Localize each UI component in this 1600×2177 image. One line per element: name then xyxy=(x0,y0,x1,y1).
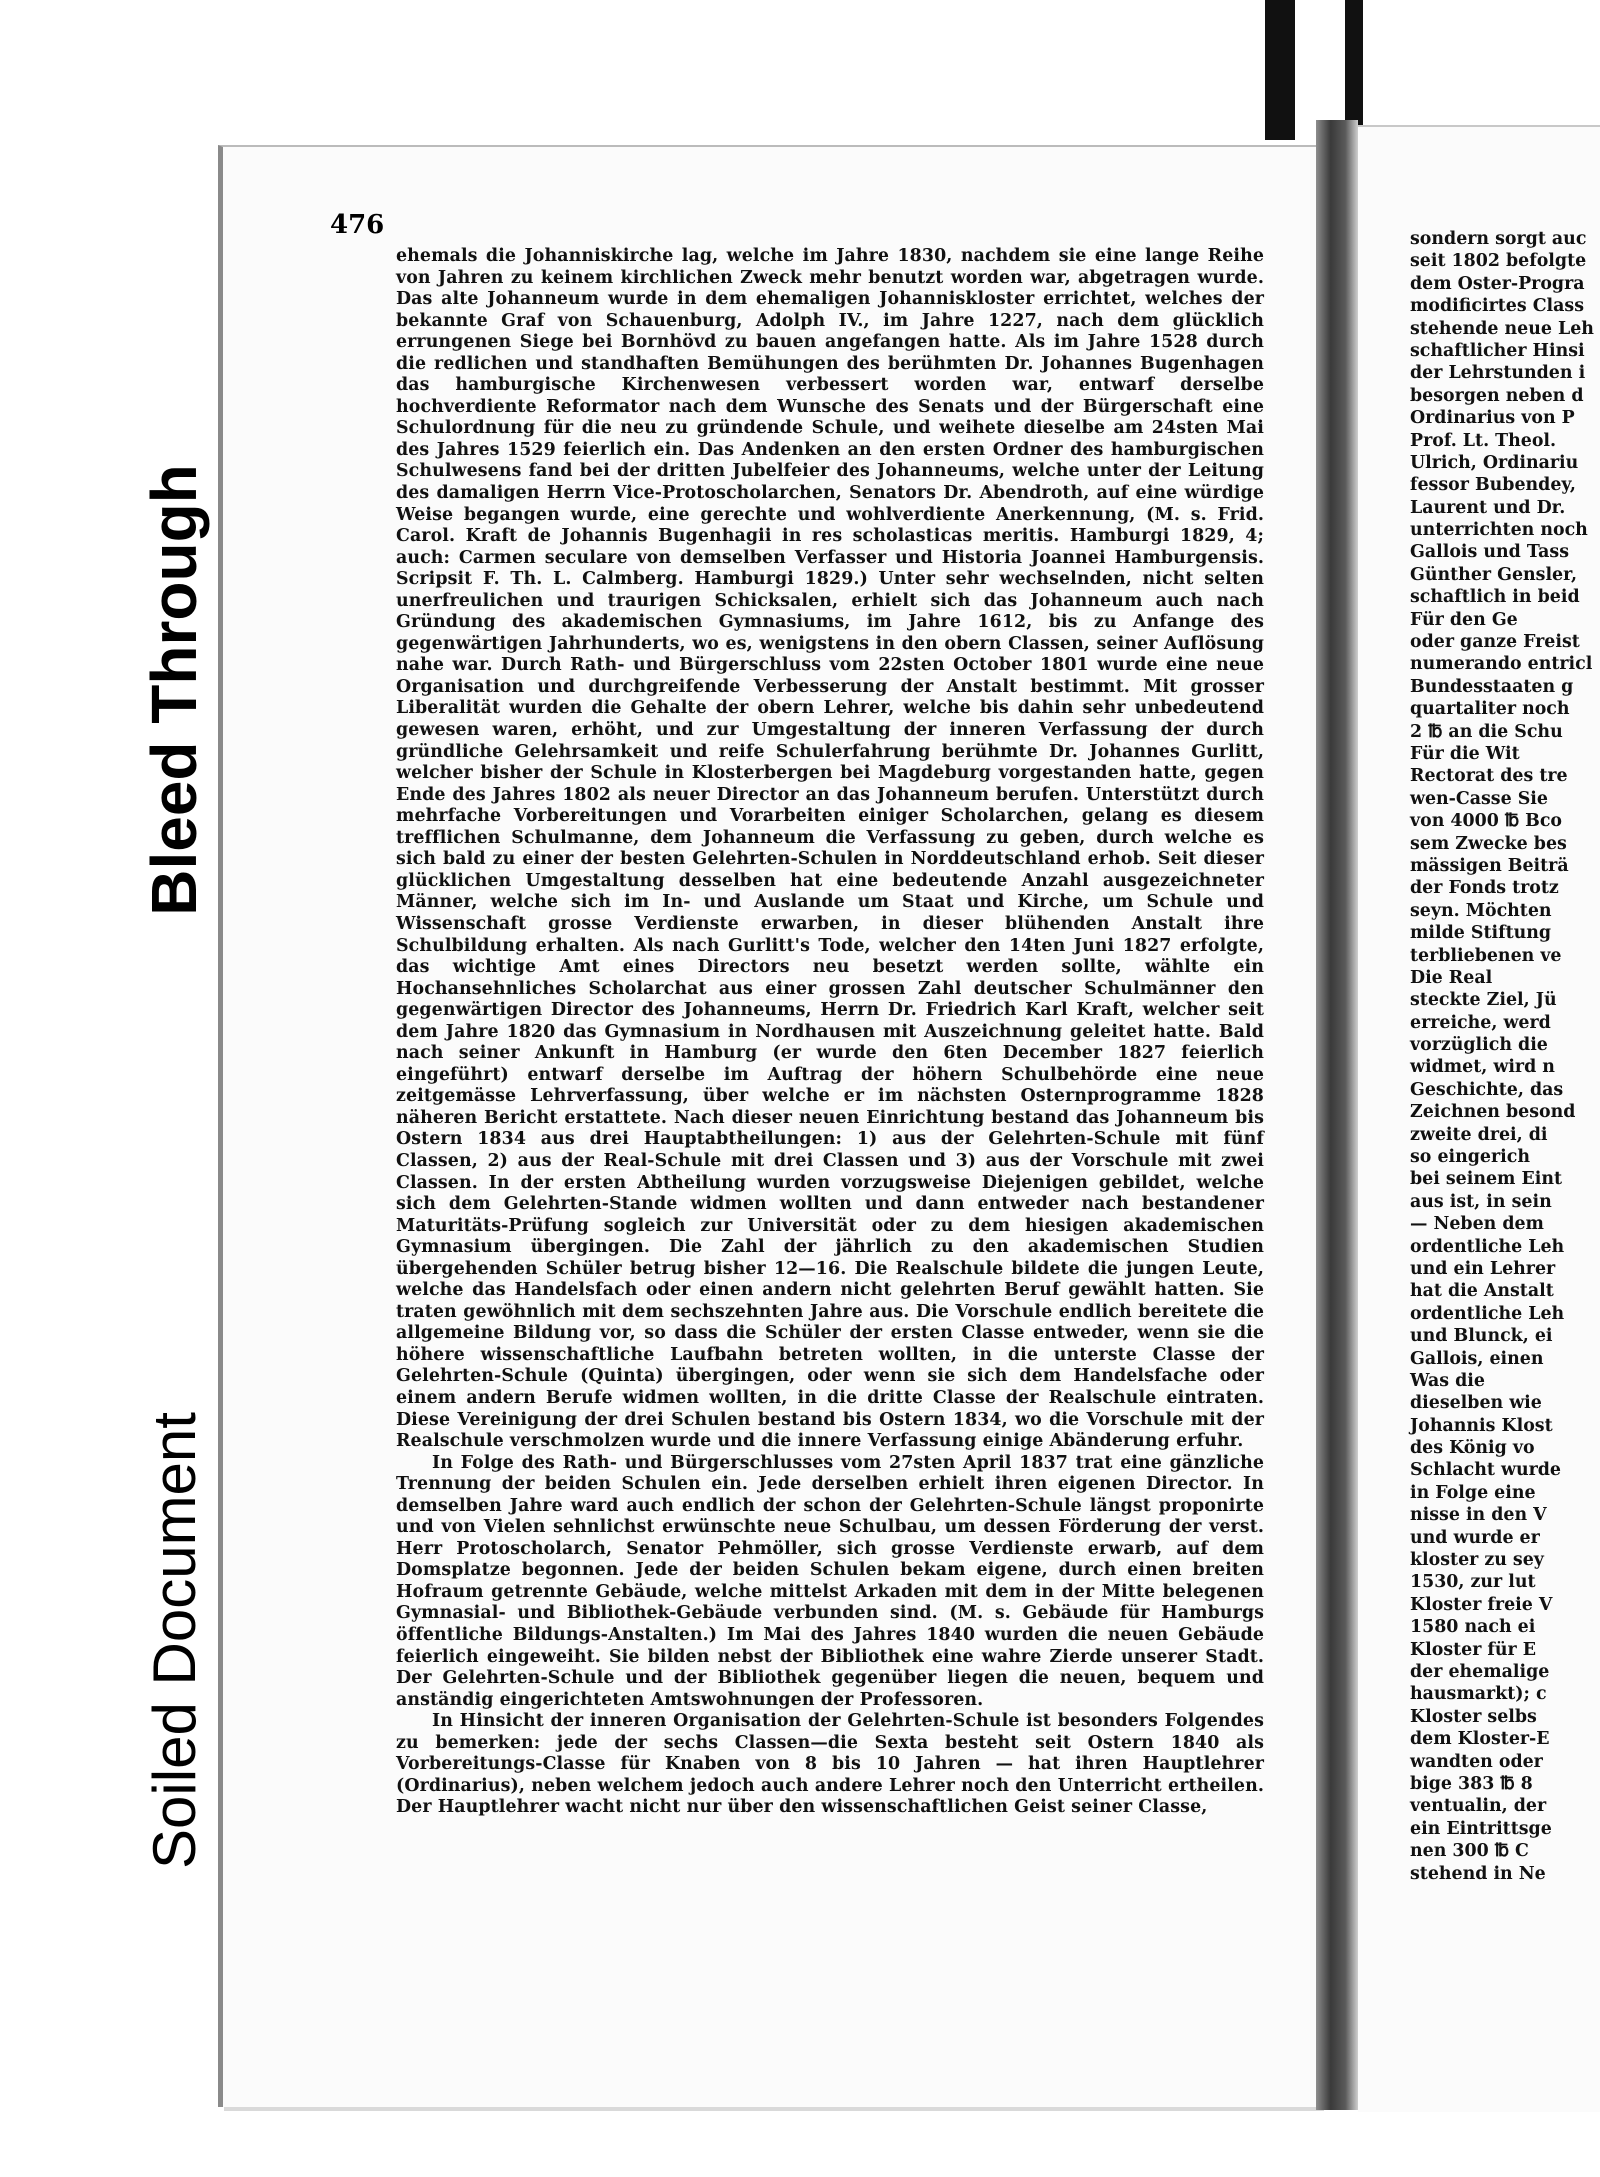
facing-page-line: seit 1802 befolgte xyxy=(1410,251,1587,272)
facing-page-line: in Folge eine xyxy=(1410,1482,1536,1503)
page-number: 476 xyxy=(330,210,385,240)
paragraph: In Hinsicht der inneren Organisation der Gelehrten-Schule ist besonders Folgendes zu bemerken: jede der sechs Classen—die Sexta besteht seit Ostern 1840 als Vorbereitungs-Classe für Knaben von 8 bis 10 Jahren — hat ihren Hauptlehrer (Ordinarius), neben welchem jedoch auch andere Lehrer noch den Unterricht ertheilen. Der Hauptlehrer wacht nicht nur über den wissenschaftlichen Geist seiner Classe, xyxy=(396,1711,1264,1818)
facing-page-line: und Blunck, ei xyxy=(1410,1326,1553,1347)
facing-page-line: quartaliter noch xyxy=(1410,699,1570,720)
facing-page-line: der ehemalige xyxy=(1410,1662,1550,1682)
facing-page-line: Die Real xyxy=(1410,967,1493,988)
scan-edge-mark xyxy=(1345,0,1363,125)
facing-page-line: ordentliche Leh xyxy=(1410,1236,1565,1257)
soiled-document-label xyxy=(118,1340,230,1940)
scan-edge-mark xyxy=(1265,0,1295,140)
facing-page-line: dieselben wie xyxy=(1410,1393,1542,1414)
facing-page-line: Was die xyxy=(1410,1370,1485,1391)
facing-page-line: vorzüglich die xyxy=(1410,1035,1548,1056)
facing-page-line: unterrichten noch xyxy=(1410,520,1588,541)
facing-page-line: Geschichte, das xyxy=(1410,1079,1564,1100)
facing-page-line: Johannis Klost xyxy=(1410,1415,1553,1436)
facing-page-line: Gallois, einen xyxy=(1410,1348,1544,1369)
facing-page-line: bei seinem Eint xyxy=(1410,1169,1563,1190)
facing-page-line: Ordinarius von P xyxy=(1410,408,1575,429)
facing-page-line: milde Stiftung xyxy=(1410,923,1552,944)
facing-page-line: aus ist, in sein xyxy=(1410,1191,1552,1212)
facing-page-line: mässigen Beiträ xyxy=(1410,855,1569,876)
facing-page-line: widmet, wird n xyxy=(1410,1057,1555,1078)
facing-page-line: hat die Anstalt xyxy=(1410,1281,1554,1302)
facing-page-line: Schlacht wurde xyxy=(1410,1460,1561,1481)
bleed-through-text: Bleed Through xyxy=(138,464,210,916)
facing-page-line: Für die Wit xyxy=(1410,743,1520,764)
main-text-column xyxy=(396,246,1264,1819)
facing-page-line: ein Eintrittsge xyxy=(1410,1818,1552,1839)
facing-page-line: Rectorat des tre xyxy=(1410,766,1568,787)
top-margin xyxy=(1200,0,1600,125)
facing-page-line: 1530, zur lut xyxy=(1410,1572,1536,1593)
paragraph: ehemals die Johanniskirche lag, welche im Jahre 1830, nachdem sie eine lange Reihe von Jahren zu keinem kirchlichen Zweck mehr benutzt worden war, abgetragen wurde. Das alte Johanneum wurde in dem ehemaligen Johanniskloster errichtet, welches der bekannte Graf von Schauenburg, Adolph IV., im Jahre 1227, nach dem glücklich errungenen Siege bei Bornhövd zu bauen angefangen hatte. Als im Jahre 1528 durch die redlichen und standhaften Bemühungen des berühmten Dr. Johannes Bugenhagen das hamburgische Kirchenwesen verbessert worden war, entwarf derselbe hochverdiente Reformator nach dem Wunsche des Senats und der Bürgerschaft eine Schulordnung für die neu zu gründende Schule, und weihete dieselbe am 24sten Mai des Jahres 1529 feierlich ein. Das Andenken an den ersten Ordner des hamburgischen Schulwesens fand bei der dritten Jubelfeier des Johanneums, welche unter der Leitung des damaligen Herrn Vice-Protoscholarchen, Senators Dr. Abendroth, auf eine würdige Weise begangen wurde, eine gerechte und wohlverdiente Anerkennung, (M. s. Frid. Carol. Kraft de Johannis Bugenhagii in res scholasticas meritis. Hamburgi 1829, 4; auch: Carmen seculare von demselben Verfasser und Historia Joannei Hamburgensis. Scripsit F. Th. L. Calmberg. Hamburgi 1829.) Unter sehr wechselnden, nicht selten unerfreulichen und traurigen Schicksalen, erhielt sich das Johanneum auch nach Gründung des akademischen Gymnasiums, im Jahre 1612, bis zu Anfange des gegenwärtigen Jahrhunderts, wo es, wenigstens in den obern Classen, seiner Auflösung nahe war. Durch Rath- und Bürgerschluss vom 22sten October 1801 wurde eine neue Organisation und durchgreifende Verbesserung der Anstalt bestimmt. Mit grosser Liberalität wurden die Gehalte der obern Lehrer, welche bis dahin sehr unbedeutend gewesen waren, erhöht, und zur Umgestaltung der inneren Verfassung der durch gründliche Gelehrsamkeit und reife Schulerfahrung berühmte Dr. Johannes Gurlitt, welcher bisher der Schule in Klosterbergen bei Magdeburg vorgestanden hatte, gegen Ende des Jahres 1802 als neuer Director an das Johanneum berufen. Unterstützt durch mehrfache Vorbereitungen und Vorarbeiten einiger Scholarchen, gelang es diesem trefflichen Schulmanne, dem Johanneum die Verfassung zu geben, durch welche es sich bald zu einer der besten Gelehrten-Schulen in Norddeutschland erhob. Seit dieser glücklichen Umgestaltung desselben hat eine bedeutende Anzahl ausgezeichneter Männer, welche sich im In- und Auslande um Staat und Kirche, um Schule und Wissenschaft grosse Verdienste erwarben, in dieser blühenden Anstalt ihre Schulbildung erhalten. Als nach Gurlitt's Tode, welcher den 14ten Juni 1827 erfolgte, das wichtige Amt eines Directors neu besetzt werden sollte, wählte ein Hochansehnliches Scholarchat aus einer grossen Zahl deutscher Schulmänner den gegenwärtigen Director des Johanneums, Herrn Dr. Friedrich Karl Kraft, welcher seit dem Jahre 1820 das Gymnasium in Nordhausen mit Auszeichnung geleitet hatte. Bald nach seiner Ankunft in Hamburg (er wurde den 6ten December 1827 feierlich eingeführt) entwarf derselbe im Auftrag der höhern Schulbehörde eine neue zeitgemässe Lehrverfassung, über welche er im nächsten Osternprogramme 1828 näheren Bericht erstattete. Nach dieser neuen Einrichtung bestand das Johanneum bis Ostern 1834 aus drei Hauptabtheilungen: 1) aus der Gelehrten-Schule mit fünf Classen, 2) aus der Real-Schule mit drei Classen und 3) aus der Vorschule mit zwei Classen. In der ersten Abtheilung wurden vorzugsweise Diejenigen gebildet, welche sich dem Gelehrten-Stande widmen wollten und dann entweder nach bestandener Maturitäts-Prüfung sogleich zur Universität oder zu dem hiesigen akademischen Gymnasium übergingen. Die Zahl der jährlich zu den akademischen Studien übergehenden Schüler betrug bisher 12—16. Die Realschule bildete die jungen Leute, welche das Handelsfach oder einen andern nicht gelehrten Beruf gewählt hatten. Sie traten gewöhnlich mit dem sechszehnten Jahre aus. Die Vorschule endlich bereitete die allgemeine Bildung vor, so dass die Schüler der ersten Classe entweder, wenn sie die höhere wissenschaftliche Laufbahn betreten wollten, in die unterste Classe der Gelehrten-Schule (Quinta) übergingen, oder wenn sie sich dem Handelsfache oder einem andern Berufe widmen wollten, in die dritte Classe der Realschule eintraten. Diese Vereinigung der drei Schulen bestand bis Ostern 1834, wo die Vorschule mit der Realschule verschmolzen wurde und die innere Verfassung einige Abänderung erfuhr. xyxy=(396,246,1264,1452)
paragraph: In Folge des Rath- und Bürgerschlusses vom 27sten April 1837 trat eine gänzliche Trennung der beiden Schulen ein. Jede derselben erhielt ihren eigenen Director. In demselben Jahre ward auch endlich der schon der Gelehrten-Schule längst proponirte und von Vielen sehnlichst erwünschte neue Schulbau, um dessen Förderung der verst. Herr Protoscholarch, Senator Pehmöller, sich grosse Verdienste erwarb, auf dem Domsplatze begonnen. Jede der beiden Schulen bekam eigene, durch einen breiten Hofraum getrennte Gebäude, welche mittelst Arkaden mit dem in der Mitte belegenen Gymnasial- und Bibliothek-Gebäude verbunden sind. (M. s. Gebäude für Hamburgs öffentliche Bildungs-Anstalten.) Im Mai des Jahres 1840 wurden die neuen Gebäude feierlich eingeweiht. Sie bilden nebst der Bibliothek eine wahre Zierde unserer Stadt. Der Gelehrten-Schule und der Bibliothek gegenüber liegen die neuen, bequem und anständig eingerichteten Amtswohnungen der Professoren. xyxy=(396,1452,1264,1710)
bleed-through-label xyxy=(118,390,230,990)
facing-page-line: Kloster selbs xyxy=(1410,1706,1537,1727)
facing-page-line: steckte Ziel, Jü xyxy=(1410,990,1557,1011)
facing-page-line: Gallois und Tass xyxy=(1410,542,1570,563)
facing-page-line: nen 300 ℔ C xyxy=(1410,1841,1529,1862)
facing-page-text xyxy=(1410,228,1600,1885)
facing-page-line: hausmarkt); c xyxy=(1410,1684,1547,1705)
facing-page-line: erreiche, werd xyxy=(1410,1012,1551,1033)
facing-page-line: bige 383 ℔ 8 xyxy=(1410,1773,1533,1794)
facing-page-line: kloster zu sey xyxy=(1410,1550,1544,1571)
facing-page-line: schaftlicher Hinsi xyxy=(1410,340,1585,361)
facing-page-line: sondern sorgt auc xyxy=(1410,229,1587,249)
facing-page-line: seyn. Möchten xyxy=(1410,900,1552,921)
facing-page-line: Laurent und Dr. xyxy=(1410,497,1566,518)
facing-page-line: Kloster für E xyxy=(1410,1639,1537,1660)
facing-page-line: und ein Lehrer xyxy=(1410,1258,1556,1279)
facing-page-line: terbliebenen ve xyxy=(1410,945,1562,966)
facing-page-line: wandten oder xyxy=(1410,1751,1543,1772)
facing-page-line: ordentliche Leh xyxy=(1410,1303,1565,1324)
facing-page-line: zweite drei, di xyxy=(1410,1124,1548,1145)
facing-page-line: des König vo xyxy=(1410,1438,1535,1459)
facing-page-line: modificirtes Class xyxy=(1410,296,1585,317)
facing-page-line: dem Kloster-E xyxy=(1410,1729,1550,1750)
facing-page-line: — Neben dem xyxy=(1410,1214,1544,1235)
facing-page-line: der Lehrstunden i xyxy=(1410,363,1586,384)
facing-page-line: Für den Ge xyxy=(1410,609,1518,630)
facing-page-line: Günther Gensler, xyxy=(1410,564,1578,585)
facing-page-line: so eingerich xyxy=(1410,1147,1530,1168)
facing-page-line: stehende neue Leh xyxy=(1410,318,1594,339)
facing-page-line: stehend in Ne xyxy=(1410,1863,1546,1884)
facing-page-line: numerando entricl xyxy=(1410,654,1593,675)
facing-page-line: fessor Bubendey, xyxy=(1410,475,1576,496)
facing-page-line: ventualin, der xyxy=(1410,1796,1547,1817)
facing-page-line: besorgen neben d xyxy=(1410,385,1584,406)
facing-page-line: Prof. Lt. Theol. xyxy=(1410,430,1557,451)
facing-page-line: und wurde er xyxy=(1410,1527,1540,1548)
facing-page-line: 2 ℔ an die Schu xyxy=(1410,721,1563,742)
facing-page-line: wen-Casse Sie xyxy=(1410,788,1548,809)
book-gutter xyxy=(1316,120,1358,2110)
facing-page-line: Bundesstaaten g xyxy=(1410,676,1574,697)
facing-page-line: Zeichnen besond xyxy=(1410,1102,1576,1123)
facing-page-line: von 4000 ℔ Bco xyxy=(1410,811,1563,832)
facing-page-line: oder ganze Freist xyxy=(1410,632,1580,653)
facing-page-line: schaftlich in beid xyxy=(1410,587,1580,608)
facing-page-line: Ulrich, Ordinariu xyxy=(1410,452,1579,473)
facing-page-line: sem Zwecke bes xyxy=(1410,833,1567,854)
facing-page-line: der Fonds trotz xyxy=(1410,878,1559,899)
soiled-document-text: Soiled Document xyxy=(140,1411,208,1869)
facing-page-line: dem Oster-Progra xyxy=(1410,273,1585,294)
facing-page-line: Kloster freie V xyxy=(1410,1594,1553,1615)
facing-page-line: 1580 nach ei xyxy=(1410,1617,1536,1638)
facing-page-line: nisse in den V xyxy=(1410,1505,1547,1526)
